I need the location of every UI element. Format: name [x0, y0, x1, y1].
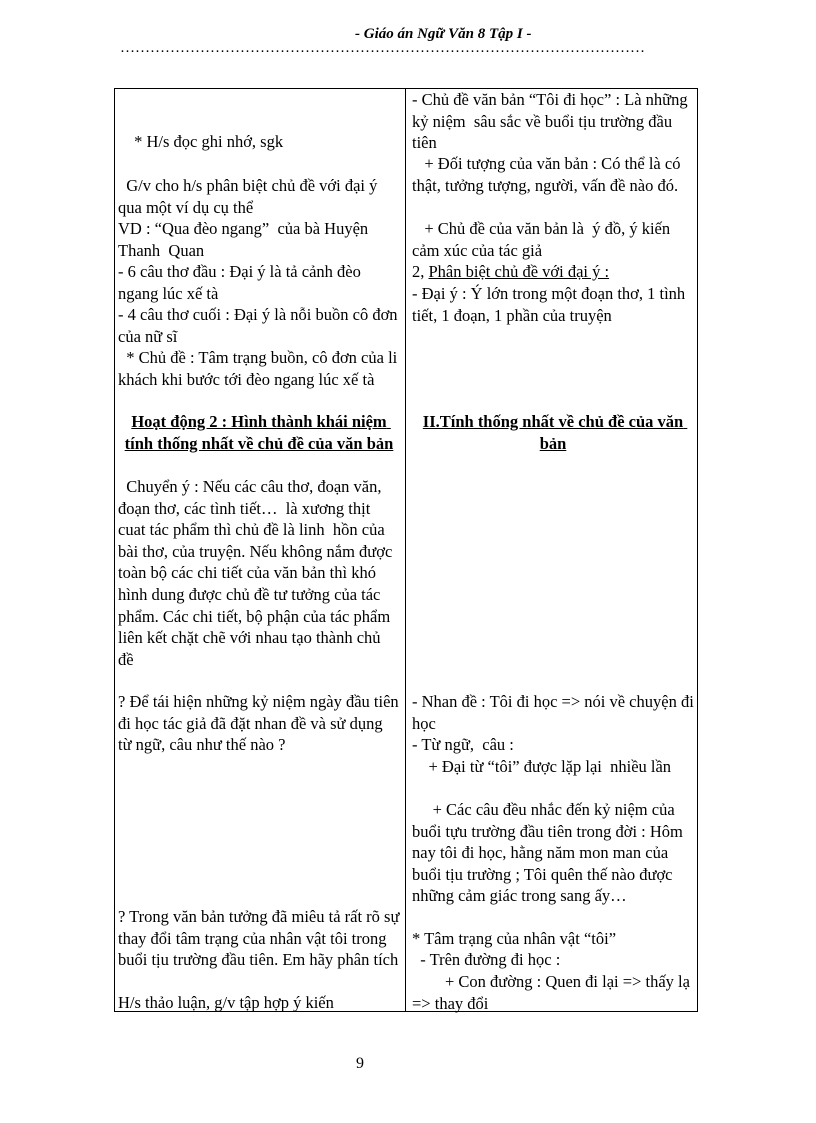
- header-title: - Giáo án Ngữ Văn 8 Tập I -: [355, 26, 532, 42]
- column-divider: [405, 89, 406, 1011]
- left-block-teacher-task: G/v cho h/s phân biệt chủ đề với đại ý qua một ví dụ cụ thể: [118, 176, 382, 217]
- right-block-object: + Đối tượng của văn bản : Có thể là có thật, tưởng tượng, người, vấn đề nào đó.: [412, 154, 685, 195]
- left-block-memorize: * H/s đọc ghi nhớ, sgk: [130, 132, 284, 151]
- left-block-question-mood: ? Trong văn bản tưởng đã miêu tả rất rõ sự thay đổi tâm trạng của nhân vật tôi trong buổi tịu trường đầu tiên. Em hãy phân tích: [118, 907, 404, 970]
- left-block-example: VD : “Qua đèo ngang” của bà Huyện Thanh Quan: [118, 219, 377, 260]
- right-block-memories: + Các câu đều nhắc đến kỷ niệm của buổi tựu trường đầu tiên trong đời : Hôm nay tôi đi học, hằng năm mon man của buổi tịu trường ; Tôi quên thế nào được những cảm giác trong sang ấy…: [412, 800, 688, 906]
- left-block-first-six-lines: - 6 câu thơ đầu : Đại ý là tả cảnh đèo ngang lúc xế tà: [118, 262, 365, 303]
- right-block-road: + Con đường : Quen đi lại => thấy lạ => thay đổi: [412, 972, 695, 1013]
- right-block-on-the-way: - Trên đường đi học :: [412, 950, 561, 969]
- right-block-words-sentences: - Từ ngữ, câu :: [412, 735, 514, 754]
- header-dotted-rule: ……………………………………………………………………………………………: [120, 40, 645, 56]
- right-block-theme-definition: - Chủ đề văn bản “Tôi đi học” : Là những kỷ niệm sâu sắc về buổi tịu trường đầu tiên: [412, 90, 692, 153]
- section-2-number: 2,: [412, 262, 425, 281]
- section-ii-heading: II.Tính thống nhất về chủ đề của văn bản: [422, 412, 688, 453]
- lesson-table: [114, 88, 698, 1012]
- left-block-last-four-lines: - 4 câu thơ cuối : Đại ý là nỗi buồn cô đơn của nữ sĩ: [118, 305, 402, 346]
- left-block-transition: Chuyển ý : Nếu các câu thơ, đoạn văn, đoạn thơ, các tình tiết… là xương thịt cuat tác phẩm thì chủ đề là linh hồn của bài thơ, của truyện. Nếu không nắm được toàn bộ các chi tiết của văn bản thì khó hình dung được chủ đề tư tưởng của tác phẩm. Các chi tiết, bộ phận của tác phẩm liên kết chặt chẽ với nhau tạo thành chủ đề: [118, 477, 397, 669]
- right-block-section-2: [412, 261, 694, 283]
- left-block-discussion: H/s thảo luận, g/v tập hợp ý kiến: [118, 993, 334, 1012]
- page-number: 9: [356, 1055, 364, 1072]
- activity-2-heading: Hoạt động 2 : Hình thành khái niệm tính thống nhất về chủ đề của văn bản: [124, 412, 394, 453]
- section-2-title: Phân biệt chủ đề với đại ý :: [428, 262, 610, 281]
- right-block-author-intent: + Chủ đề của văn bản là ý đồ, ý kiến cảm xúc của tác giả: [412, 219, 679, 260]
- right-block-title-analysis: - Nhan đề : Tôi đi học => nói về chuyện đi học: [412, 692, 698, 733]
- right-block-main-idea: - Đại ý : Ý lớn trong một đoạn thơ, 1 tình tiết, 1 đoạn, 1 phần của truyện: [412, 284, 690, 325]
- right-block-pronoun-repeat: + Đại từ “tôi” được lặp lại nhiều lần: [412, 757, 672, 776]
- left-block-theme: * Chủ đề : Tâm trạng buồn, cô đơn của li khách khi bước tới đèo ngang lúc xế tà: [118, 348, 402, 389]
- left-block-question-title: ? Để tái hiện những kỷ niệm ngày đầu tiên đi học tác giả đã đặt nhan đề và sử dụng từ ngữ, câu như thế nào ?: [118, 692, 403, 755]
- right-block-mood-heading: * Tâm trạng của nhân vật “tôi”: [412, 929, 617, 948]
